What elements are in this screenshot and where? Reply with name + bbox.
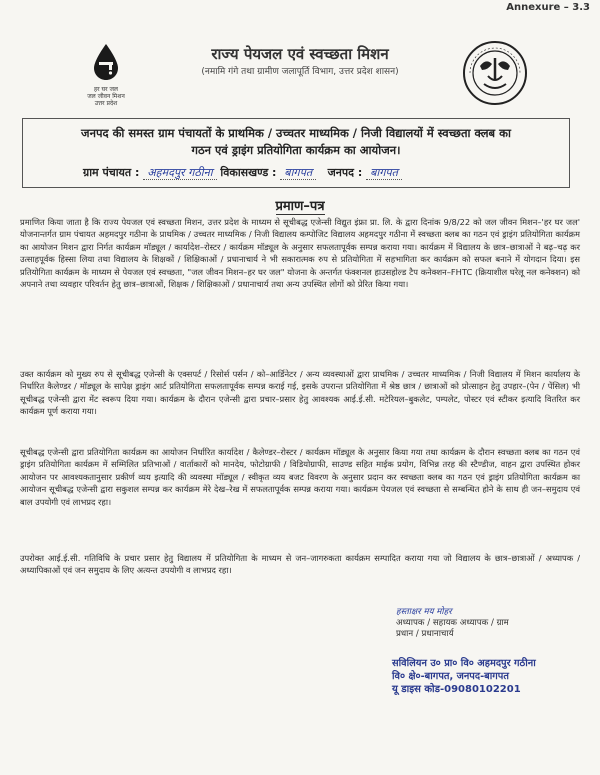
paragraph: सूचीबद्ध एजेन्सी द्वारा प्रतियोगिता कार्यक्रम का आयोजन निर्धारित कार्यादेश / कैलेण्डर–रोस्टर / कार्यक्रम मॉड्यूल के अनुसार किया गया तथा कार्यक्रम के दौरान स्वच्छता क्लब का गठन एवं ड्राइंग प्रतियोगिता कार्यक्रम में सम्मिलित प्रतिभाओं / वार्ताकारों को मानदेय, फोटोग्राफी / विडियोग्राफी, साउण्ड सहित माईक प्रयोग, विभिन्न तरह की स्टैण्डीज, वाहन द्वारा उपस्थित होकर आयोजन पर आवश्यकतानुसार प्रकीर्ण व्यय इत्यादि की व्यवस्था मॉड्यूल / स्वीकृत व्यय बजट विवरण के अनुसार प्रदान कर स्वच्छता क्लब का गठन एवं ड्राइंग प्रतियोगिता कार्यक्रम का आयोजन सूचीबद्ध एजेन्सी द्वारा सकुशल सम्पन्न कर कार्यक्रम मेरे देख–रेख में सफलतापूर्वक सम्पन्न कराया गया। कार्यक्रम पेयजल एवं स्वच्छता से सम्बन्धित होने के साथ ही जन–समुदाय एवं बाल उपयोगी एवं लाभप्रद रहा। [20,447,581,507]
subject-line: जनपद की समस्त ग्राम पंचायतों के प्राथमिक / उच्चतर माध्यमिक / निजी विद्यालयों में स्वच्छता क्लब का [81,126,511,140]
annexure-label: Annexure – 3.3 [506,2,590,13]
signature-block [396,607,509,640]
org-name: राज्य पेयजल एवं स्वच्छता मिशन [211,45,389,63]
paragraph: उपरोक्त आई.ई.सी. गतिविधि के प्रचार प्रसार हेतु विद्यालय में प्रतियोगिता के माध्यम से जन–जागरुकता कार्यक्रम सम्पादित कराया गया जो विद्यालय के छात्र–छात्राओं / अध्यापक / अध्यापिकाओं एवं जन समुदाय के लिए अत्यन्त उपयोगी व लाभप्रद रहा। [20,553,580,576]
signature-line: हस्ताक्षर मय मोहर [396,607,452,617]
certificate-title-text: प्रमाण–पत्र [275,199,325,214]
district-value: बागपत [366,166,402,180]
subject-box [22,118,570,188]
district-label: जनपद : [327,166,363,179]
logo-text-line: जल जीवन मिशन [87,93,125,100]
up-government-emblem-icon [462,40,528,110]
signature-line: प्रधान / प्रधानाचार्य [396,629,454,639]
stamp-line: वि० क्षे०-बागपत, जनपद-बागपत [392,671,509,682]
certificate-title [0,196,600,214]
org-subtitle: (नमामि गंगे तथा ग्रामीण जलापूर्ति विभाग, उत्तर प्रदेश शासन) [201,67,399,77]
location-row [83,165,402,180]
signature-line: अध्यापक / सहायक अध्यापक / ग्राम [396,618,509,628]
gram-panchayat-value: अहमदपुर गठीना [143,166,216,180]
logo-text-line: हर घर जल [94,86,118,93]
paragraph: प्रमाणित किया जाता है कि राज्य पेयजल एवं स्वच्छता मिशन, उत्तर प्रदेश के माध्यम से सूचीबद्ध एजेन्सी विद्युत इंफ्रा प्रा. लि. के द्वारा दिनांक 9/8/22 को जल जीवन मिशन–'हर घर जल' योजनान्तर्गत ग्राम पंचायत अहमदपुर गठीना के प्राथमिक / उच्चतर माध्यमिक / निजी विद्यालय कम्पोजिट विद्यालय अहमदपुर गठीना में स्वच्छता क्लब का गठन एवं ड्राइंग प्रतियोगिता कार्यक्रम का आयोजन मिशन द्वारा निर्गत कार्यक्रम मॉड्यूल / कार्यादेश–रोस्टर / कार्यक्रम मॉड्यूल के अनुसार सफलतापूर्वक सम्पन्न कराया गया। कार्यक्रम में विद्यालय के छात्र–छात्राओं ने बढ़–चढ़ कर उत्साहपूर्वक हिस्सा लिया तथा विद्यालय के शिक्षकों / शिक्षिकाओं / प्रधानाचार्य ने भी सकारात्मक रुप से प्रतियोगिता में सहभागिता कर कार्यक्रम को सफल बनाने में योगदान दिया। इस प्रतियोगिता कार्यक्रम के माध्यम से पेयजल एवं स्वच्छता, "जल जीवन मिशन–हर घर जल" योजना के अन्तर्गत फंक्शनल हाउसहोल्ड टैप कनेक्शन–FHTC (क्रियाशील घरेलू नल कनेक्शन) को अपनाने तथा व्यवहार परिवर्तन हेतु छात्र–छात्राओं, शिक्षक / शिक्षिकाओं / प्रधानाचार्य तथा अन्य उपस्थित लोगों को प्रेरित किया गया। [20,217,580,290]
block-label: विकासखण्ड : [220,166,277,179]
logo-text-line: उत्तर प्रदेश [94,100,118,107]
block-value: बागपत [280,166,316,180]
paragraph: उक्त कार्यक्रम को मुख्य रुप से सूचीबद्ध एजेन्सी के एक्सपर्ट / रिसोर्स पर्सन / को–आर्डिनेटर / अन्य व्यवस्थाओं द्वारा प्राथमिक / उच्चतर माध्यमिक / निजी विद्यालय में मिशन कार्यालय के निर्धारित कैलेण्डर / मॉड्यूल के सापेक्ष ड्राइंग आर्ट प्रतियोगिता सफलतापूर्वक सम्पन्न कराई गई, इसके उपरान्त प्रतियोगिता में श्रेष्ठ छात्र / छात्राओं को प्रोत्साहन हेतु उपहार–(पेन / पेंसिल) भी सूचीबद्ध एजेन्सी द्वारा मेंट स्वरूप दिया गया। कार्यक्रम के दौरान एजेन्सी द्वारा प्रचार–प्रसार हेतु आवश्यक आई.ई.सी. मटेरियल–बुकलेट, पम्पलेट, पोस्टर एवं स्टीकर इत्यादि वितरित कर कार्यक्रम पूर्ण कराया गया। [20,369,580,417]
stamp-line: यू डाइस कोड-09080102201 [392,684,521,695]
subject-line: गठन एवं ड्राइंग प्रतियोगिता कार्यक्रम का आयोजन। [191,143,401,157]
stamp-line: सविलियन उ० प्रा० वि० अहमदपुर गठीना [392,658,536,669]
gram-panchayat-label: ग्राम पंचायत : [83,166,140,179]
school-stamp [392,657,536,696]
